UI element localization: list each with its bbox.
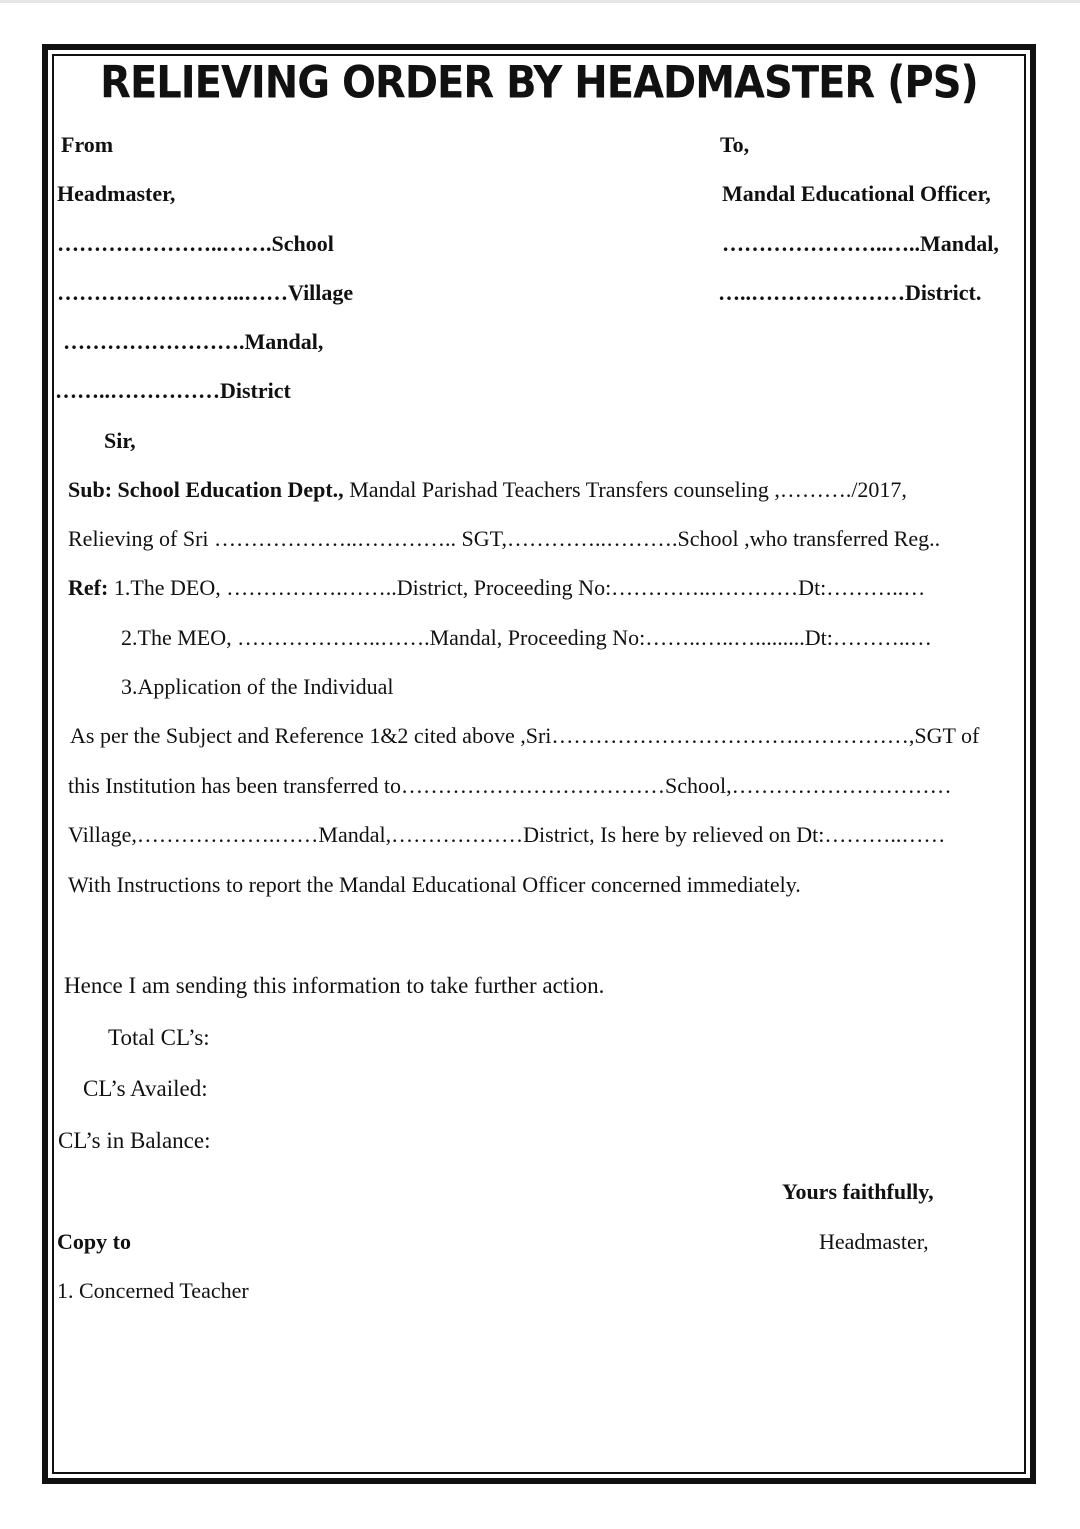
reference-3: 3.Application of the Individual: [121, 674, 394, 699]
to-designation: Mandal Educational Officer,: [722, 181, 991, 206]
reference-1-text: 1.The DEO, …………….……..District, Proceeding No:…………..…………Dt:………..…: [108, 575, 926, 600]
reference-1: [68, 574, 925, 602]
from-mandal: …………………….Mandal,: [63, 329, 324, 354]
subject-text: Mandal Parishad Teachers Transfers counseling ,………./2017,: [343, 477, 907, 502]
subject-label: Sub: School Education Dept.,: [68, 477, 344, 502]
document-title: RELIEVING ORDER BY HEADMASTER (PS): [100, 57, 978, 109]
to-district: …..…………………District.: [718, 280, 982, 305]
closing-statement: Hence I am sending this information to take further action.: [64, 973, 605, 998]
subject-line-1: [68, 476, 907, 504]
total-cl: Total CL’s:: [108, 1025, 210, 1050]
document-border-inner: [52, 54, 1026, 1474]
yours-faithfully: Yours faithfully,: [782, 1179, 934, 1204]
to-mandal: …………………..…..Mandal,: [722, 231, 999, 256]
reference-2: 2.The MEO, ………………..…….Mandal, Proceeding No:……..…..….........Dt:………..…: [121, 625, 932, 650]
body-line-2: this Institution has been transferred to………………………………School,…………………………: [68, 773, 952, 798]
cl-availed: CL’s Availed:: [83, 1076, 208, 1101]
to-label: To,: [720, 132, 750, 157]
cl-balance: CL’s in Balance:: [58, 1128, 211, 1153]
body-line-3: Village,……………….……Mandal,………………District, Is here by relieved on Dt:………..……: [68, 822, 946, 847]
from-district: ……..……………District: [55, 378, 291, 403]
from-designation: Headmaster,: [57, 181, 176, 206]
from-village: ……………………..……Village: [57, 280, 354, 305]
salutation: Sir,: [104, 428, 136, 453]
body-line-4: With Instructions to report the Mandal Educational Officer concerned immediately.: [68, 872, 801, 897]
copy-to-item-1: 1. Concerned Teacher: [57, 1278, 249, 1303]
body-line-1: As per the Subject and Reference 1&2 cited above ,Sri…………………………….……………,SGT of: [70, 723, 980, 748]
from-school: …………………..…….School: [57, 231, 334, 256]
copy-to-label: Copy to: [57, 1229, 131, 1254]
from-label: From: [61, 132, 114, 157]
page-top-edge: [0, 0, 1080, 3]
reference-label: Ref:: [68, 575, 109, 600]
signatory-designation: Headmaster,: [819, 1229, 929, 1254]
subject-line-2: Relieving of Sri ………………..………….. SGT,…………..……….School ,who transferred Reg..: [68, 526, 941, 551]
